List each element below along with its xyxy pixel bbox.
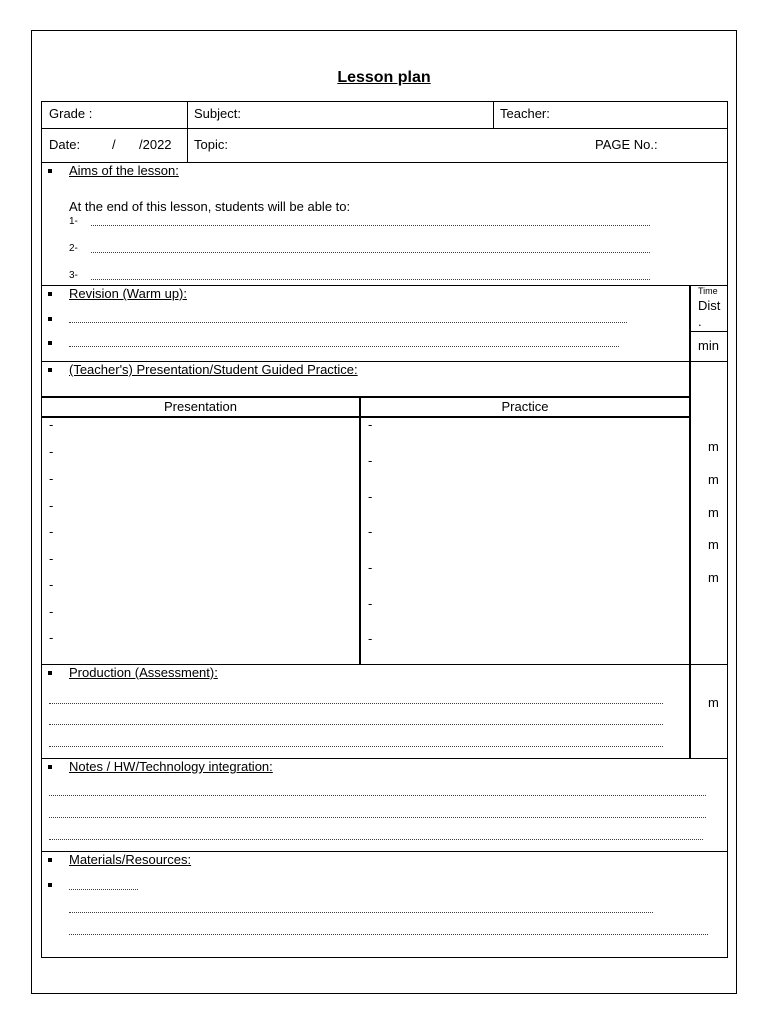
practice-dash: -: [368, 524, 373, 539]
dotted-line: [49, 817, 706, 818]
presentation-dash: -: [49, 498, 54, 513]
min-label: min: [698, 338, 719, 353]
dotted-line: [91, 225, 650, 226]
presentation-practice-divider: [359, 397, 361, 664]
bullet-icon: [48, 671, 52, 675]
notes-heading: Notes / HW/Technology integration:: [69, 759, 273, 774]
dotted-line: [69, 322, 627, 323]
bullet-icon: [48, 341, 52, 345]
bullet-icon: [48, 858, 52, 862]
practice-dash: -: [368, 453, 373, 468]
aim-number: 1-: [69, 216, 78, 227]
presentation-dash: -: [49, 630, 54, 645]
column-header-bottom: [41, 416, 691, 418]
presentation-dash: -: [49, 524, 54, 539]
aims-heading: Aims of the lesson:: [69, 163, 179, 178]
bullet-icon: [48, 317, 52, 321]
dotted-line: [69, 934, 708, 935]
presentation-dash: -: [49, 604, 54, 619]
dotted-line: [49, 724, 663, 725]
presentation-column-header: Presentation: [164, 399, 237, 414]
practice-dash: -: [368, 596, 373, 611]
column-header-top: [41, 396, 691, 398]
production-heading: Production (Assessment):: [69, 665, 218, 680]
revision-heading: Revision (Warm up):: [69, 286, 187, 301]
page-title: Lesson plan: [337, 69, 431, 86]
bullet-icon: [48, 292, 52, 296]
dotted-line: [91, 252, 650, 253]
subject-label: Subject:: [194, 106, 241, 121]
presentation-dash: -: [49, 551, 54, 566]
time-unit: m: [708, 537, 719, 552]
dotted-line: [49, 839, 703, 840]
time-unit: m: [708, 695, 719, 710]
date-separator: /: [112, 137, 116, 152]
presentation-dash: -: [49, 444, 54, 459]
presentation-heading: (Teacher's) Presentation/Student Guided Practice:: [69, 362, 358, 377]
bullet-icon: [48, 169, 52, 173]
row-divider: [41, 128, 728, 129]
date-label: Date:: [49, 137, 81, 152]
bullet-icon: [48, 368, 52, 372]
dotted-line: [69, 346, 619, 347]
dotted-line: [91, 279, 650, 280]
aims-intro: At the end of this lesson, students will be able to:: [69, 199, 351, 214]
topic-label: Topic:: [194, 137, 228, 152]
time-label: Time: [698, 286, 718, 296]
aim-number: 2-: [69, 243, 78, 254]
dotted-line: [49, 703, 663, 704]
materials-heading: Materials/Resources:: [69, 852, 192, 867]
teacher-label: Teacher:: [500, 106, 550, 121]
dotted-line: [69, 889, 138, 890]
dotted-line: [69, 912, 653, 913]
practice-dash: -: [368, 417, 373, 432]
presentation-dash: -: [49, 417, 54, 432]
time-column-divider: [689, 285, 691, 758]
time-cell-divider: [690, 331, 728, 332]
bullet-icon: [48, 883, 52, 887]
page-number-label: PAGE No.:: [595, 137, 658, 152]
presentation-dash: -: [49, 577, 54, 592]
time-unit: m: [708, 472, 719, 487]
lesson-table: [41, 101, 728, 958]
time-unit: m: [708, 505, 719, 520]
column-divider: [493, 101, 494, 128]
aim-number: 3-: [69, 270, 78, 281]
dist-label: Dist: [698, 298, 721, 313]
practice-dash: -: [368, 631, 373, 646]
time-unit: m: [708, 570, 719, 585]
practice-dash: -: [368, 489, 373, 504]
dist-dot: .: [698, 314, 702, 329]
dotted-line: [49, 746, 663, 747]
presentation-dash: -: [49, 471, 54, 486]
practice-dash: -: [368, 560, 373, 575]
practice-column-header: Practice: [501, 399, 549, 414]
column-divider: [187, 101, 188, 162]
date-year: /2022: [139, 137, 172, 152]
bullet-icon: [48, 765, 52, 769]
dotted-line: [49, 795, 706, 796]
grade-label: Grade :: [49, 106, 93, 121]
time-unit: m: [708, 439, 719, 454]
